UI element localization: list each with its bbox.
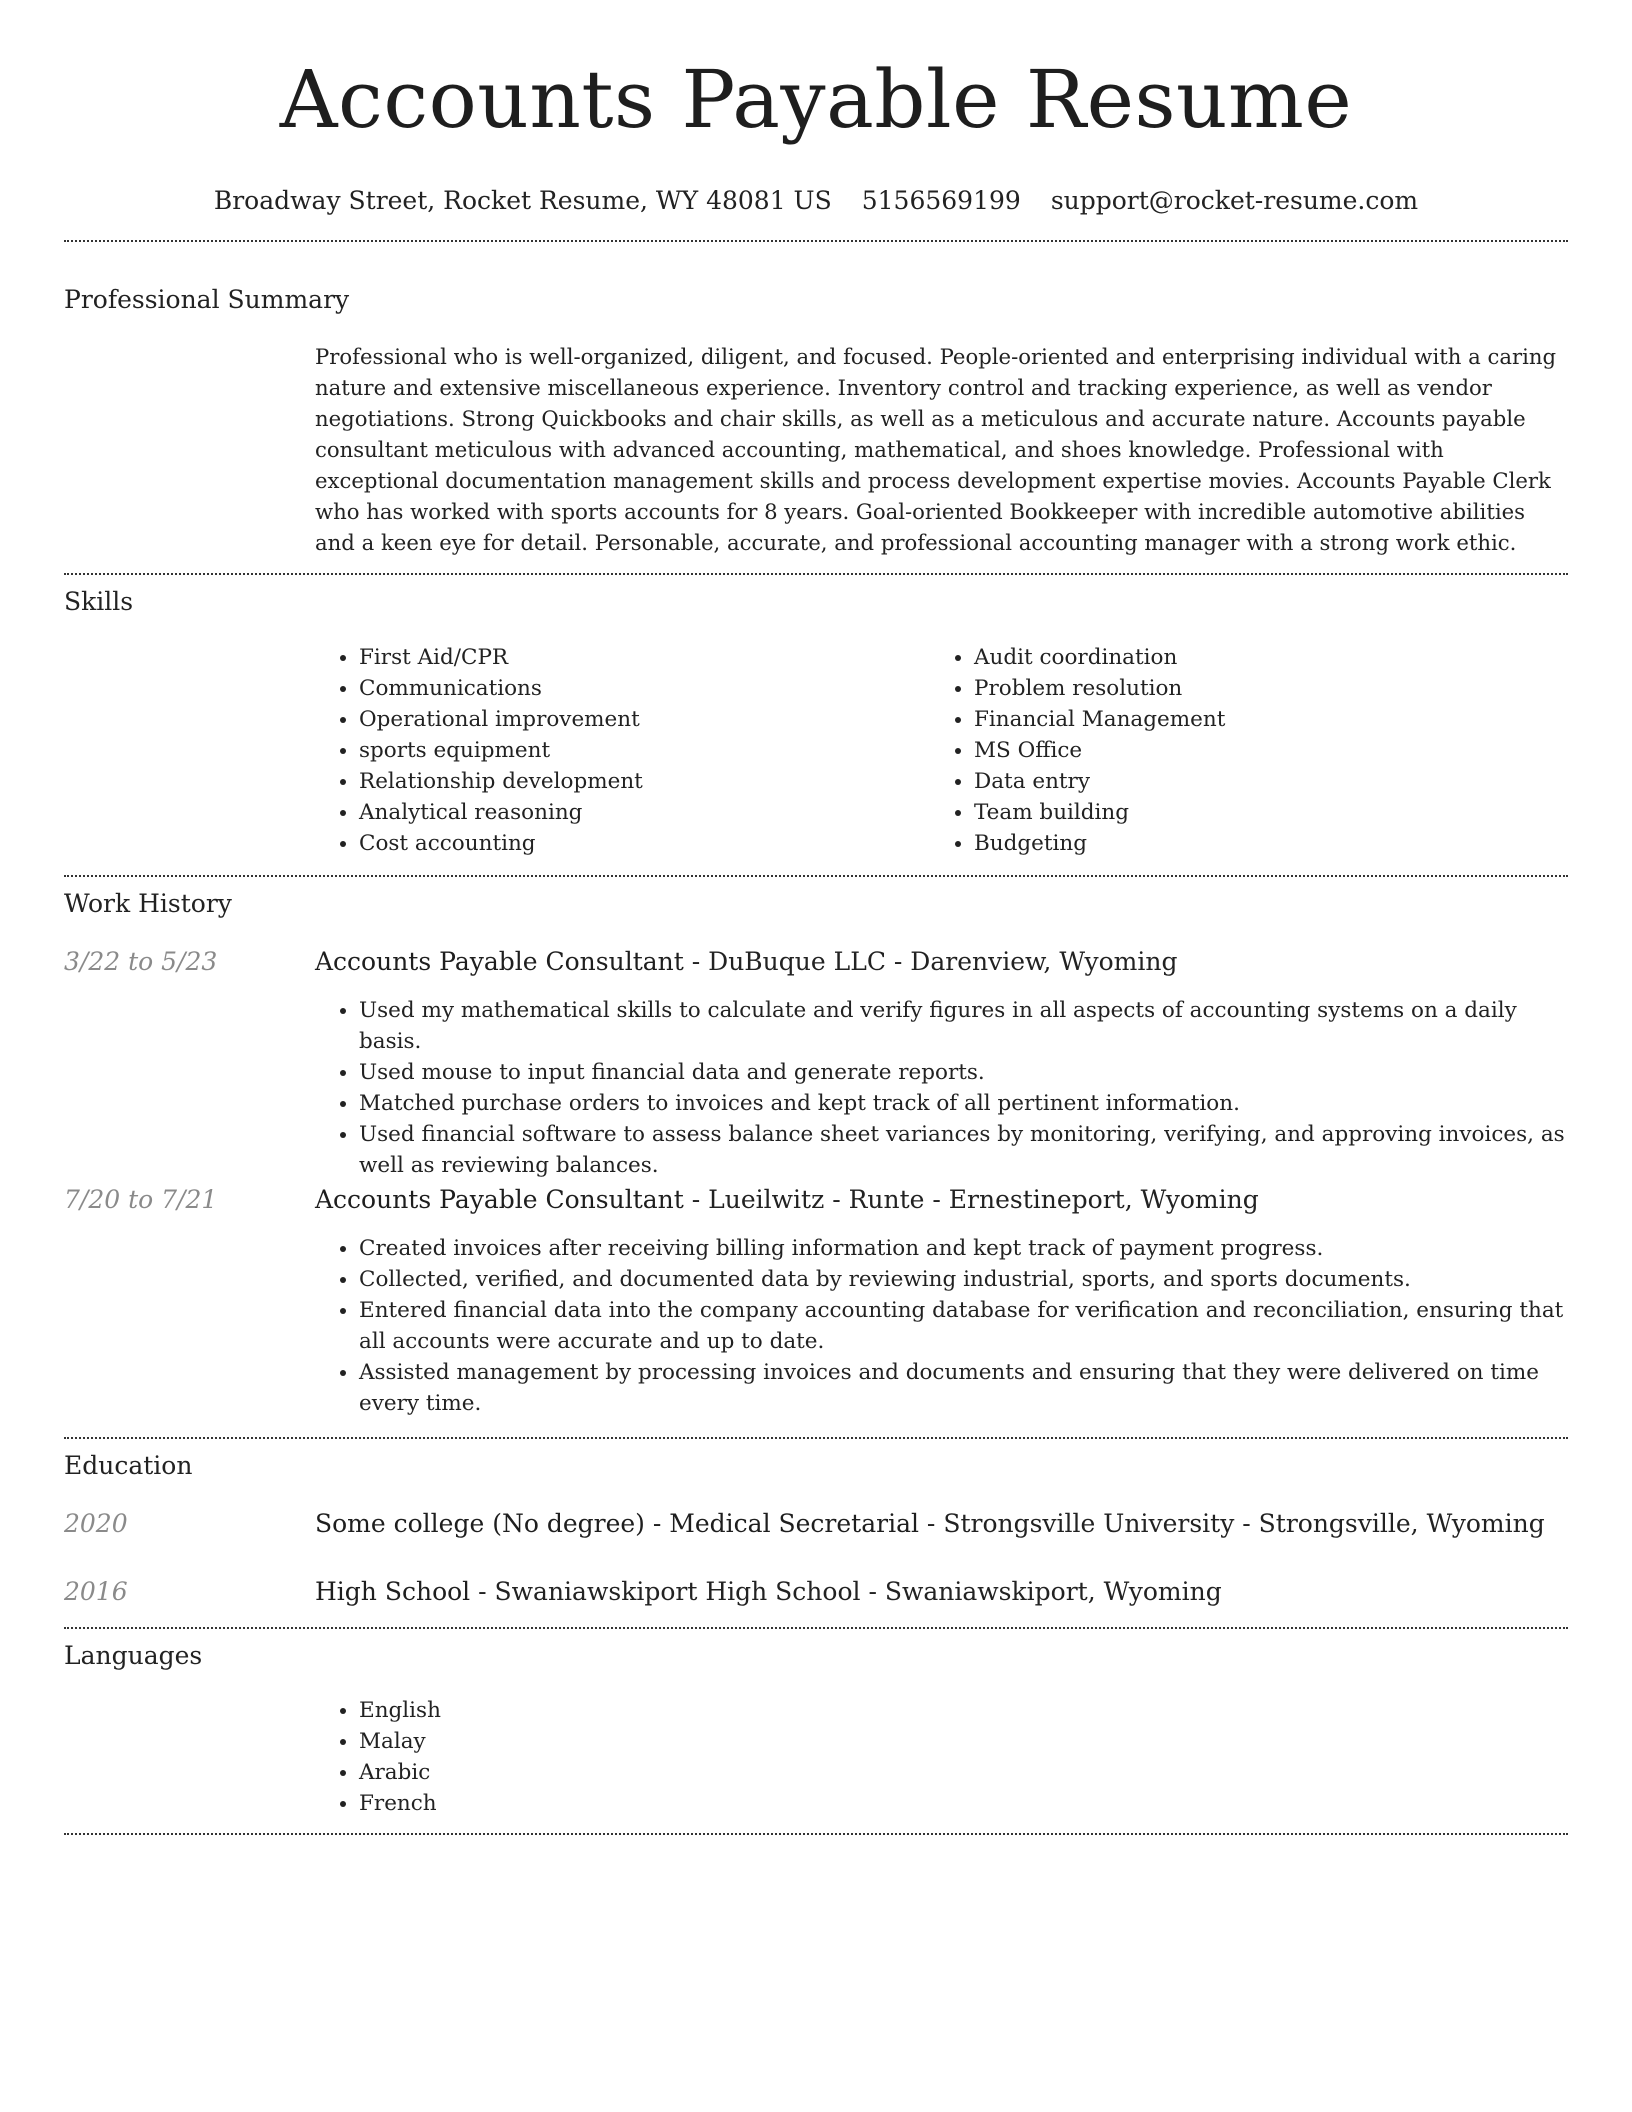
skill-item: • Relationship development bbox=[359, 766, 915, 797]
contact-email[interactable]: support@rocket-resume.com bbox=[1050, 186, 1419, 215]
resume-header bbox=[0, 0, 1632, 218]
education-degree: Some college (No degree) - Medical Secretarial bbox=[315, 1509, 919, 1538]
skills-column-right bbox=[930, 642, 1530, 859]
section-heading-education: Education bbox=[64, 1451, 193, 1480]
skill-item: • Analytical reasoning bbox=[359, 797, 915, 828]
education-school: - Swaniawskiport High School - Swaniawskiport, Wyoming bbox=[470, 1577, 1222, 1606]
section-divider bbox=[64, 1627, 1568, 1629]
section-divider bbox=[64, 573, 1568, 575]
summary-block bbox=[315, 341, 1570, 558]
job-employer: - Lueilwitz - Runte - Ernestineport, Wyoming bbox=[683, 1185, 1259, 1214]
skill-item: • Financial Management bbox=[974, 704, 1530, 735]
list-item: • Used financial software to assess balance sheet variances by monitoring, verifying, and approving invoices, as well as reviewing balances. bbox=[359, 1119, 1570, 1181]
job-dates: 7/20 to 7/21 bbox=[64, 1185, 218, 1214]
job-role: Accounts Payable Consultant bbox=[315, 947, 684, 976]
list-item: • Assisted management by processing invoices and documents and ensuring that they were delivered on time every time. bbox=[359, 1357, 1570, 1419]
job-title bbox=[315, 946, 1177, 978]
section-heading-skills: Skills bbox=[64, 587, 134, 616]
section-divider bbox=[64, 240, 1568, 242]
list-item: • Used my mathematical skills to calculate and verify figures in all aspects of accounting systems on a daily basis. bbox=[359, 995, 1570, 1057]
languages-list bbox=[315, 1695, 1570, 1819]
job-responsibilities bbox=[315, 995, 1570, 1181]
section-divider bbox=[64, 1833, 1568, 1835]
skill-item: • Operational improvement bbox=[359, 704, 915, 735]
job-employer: - DuBuque LLC - Darenview, Wyoming bbox=[683, 947, 1178, 976]
contact-line bbox=[0, 184, 1632, 218]
language-item: • Arabic bbox=[359, 1757, 1570, 1788]
list-item: • Matched purchase orders to invoices and kept track of all pertinent information. bbox=[359, 1088, 1570, 1119]
contact-address: Broadway Street, Rocket Resume, WY 48081 US bbox=[213, 186, 832, 215]
skill-item: • Problem resolution bbox=[974, 673, 1530, 704]
skill-item: • sports equipment bbox=[359, 735, 915, 766]
education-entry bbox=[315, 1576, 1222, 1608]
skill-item: • MS Office bbox=[974, 735, 1530, 766]
skill-item: • Team building bbox=[974, 797, 1530, 828]
job-title bbox=[315, 1184, 1259, 1216]
section-divider bbox=[64, 875, 1568, 877]
job-responsibilities bbox=[315, 1233, 1570, 1419]
language-item: • Malay bbox=[359, 1726, 1570, 1757]
skill-item: • Communications bbox=[359, 673, 915, 704]
education-year: 2016 bbox=[64, 1577, 128, 1606]
list-item: • Collected, verified, and documented data by reviewing industrial, sports, and sports documents. bbox=[359, 1264, 1570, 1295]
language-item: • French bbox=[359, 1788, 1570, 1819]
list-item: • Used mouse to input financial data and generate reports. bbox=[359, 1057, 1570, 1088]
skill-item: • Cost accounting bbox=[359, 828, 915, 859]
skill-item: • Audit coordination bbox=[974, 642, 1530, 673]
section-heading-summary: Professional Summary bbox=[64, 285, 350, 314]
job-role: Accounts Payable Consultant bbox=[315, 1185, 684, 1214]
section-heading-languages: Languages bbox=[64, 1641, 203, 1670]
list-item: • Created invoices after receiving billing information and kept track of payment progress. bbox=[359, 1233, 1570, 1264]
education-degree: High School bbox=[315, 1577, 471, 1606]
education-year: 2020 bbox=[64, 1509, 128, 1538]
contact-phone: 5156569199 bbox=[861, 186, 1021, 215]
education-school: - Strongsville University - Strongsville, Wyoming bbox=[918, 1509, 1545, 1538]
education-entry bbox=[315, 1508, 1545, 1540]
skill-item: • Budgeting bbox=[974, 828, 1530, 859]
skills-column-left bbox=[315, 642, 915, 859]
page-title: Accounts Payable Resume bbox=[279, 53, 1353, 146]
section-heading-work: Work History bbox=[64, 889, 232, 918]
list-item: • Entered financial data into the company accounting database for verification and reconciliation, ensuring that all accounts were accurate and up to date. bbox=[359, 1295, 1570, 1357]
skill-item: • Data entry bbox=[974, 766, 1530, 797]
summary-text: Professional who is well-organized, diligent, and focused. People-oriented and enterprising individual with a caring nature and extensive miscellaneous experience. Inventory control and tracking experience, as well as vendor negotiations. Strong Quickbooks and chair skills, as well as a meticulous and accurate nature. Accounts payable consultant meticulous with advanced accounting, mathematical, and shoes knowledge. Professional with exceptional documentation management skills and process development expertise movies. Accounts Payable Clerk who has worked with sports accounts for 8 years. Goal-oriented Bookkeeper with incredible automotive abilities and a keen eye for detail. Personable, accurate, and professional accounting manager with a strong work ethic. bbox=[315, 344, 1557, 555]
job-dates: 3/22 to 5/23 bbox=[64, 947, 218, 976]
language-item: • English bbox=[359, 1695, 1570, 1726]
section-divider bbox=[64, 1437, 1568, 1439]
skill-item: • First Aid/CPR bbox=[359, 642, 915, 673]
